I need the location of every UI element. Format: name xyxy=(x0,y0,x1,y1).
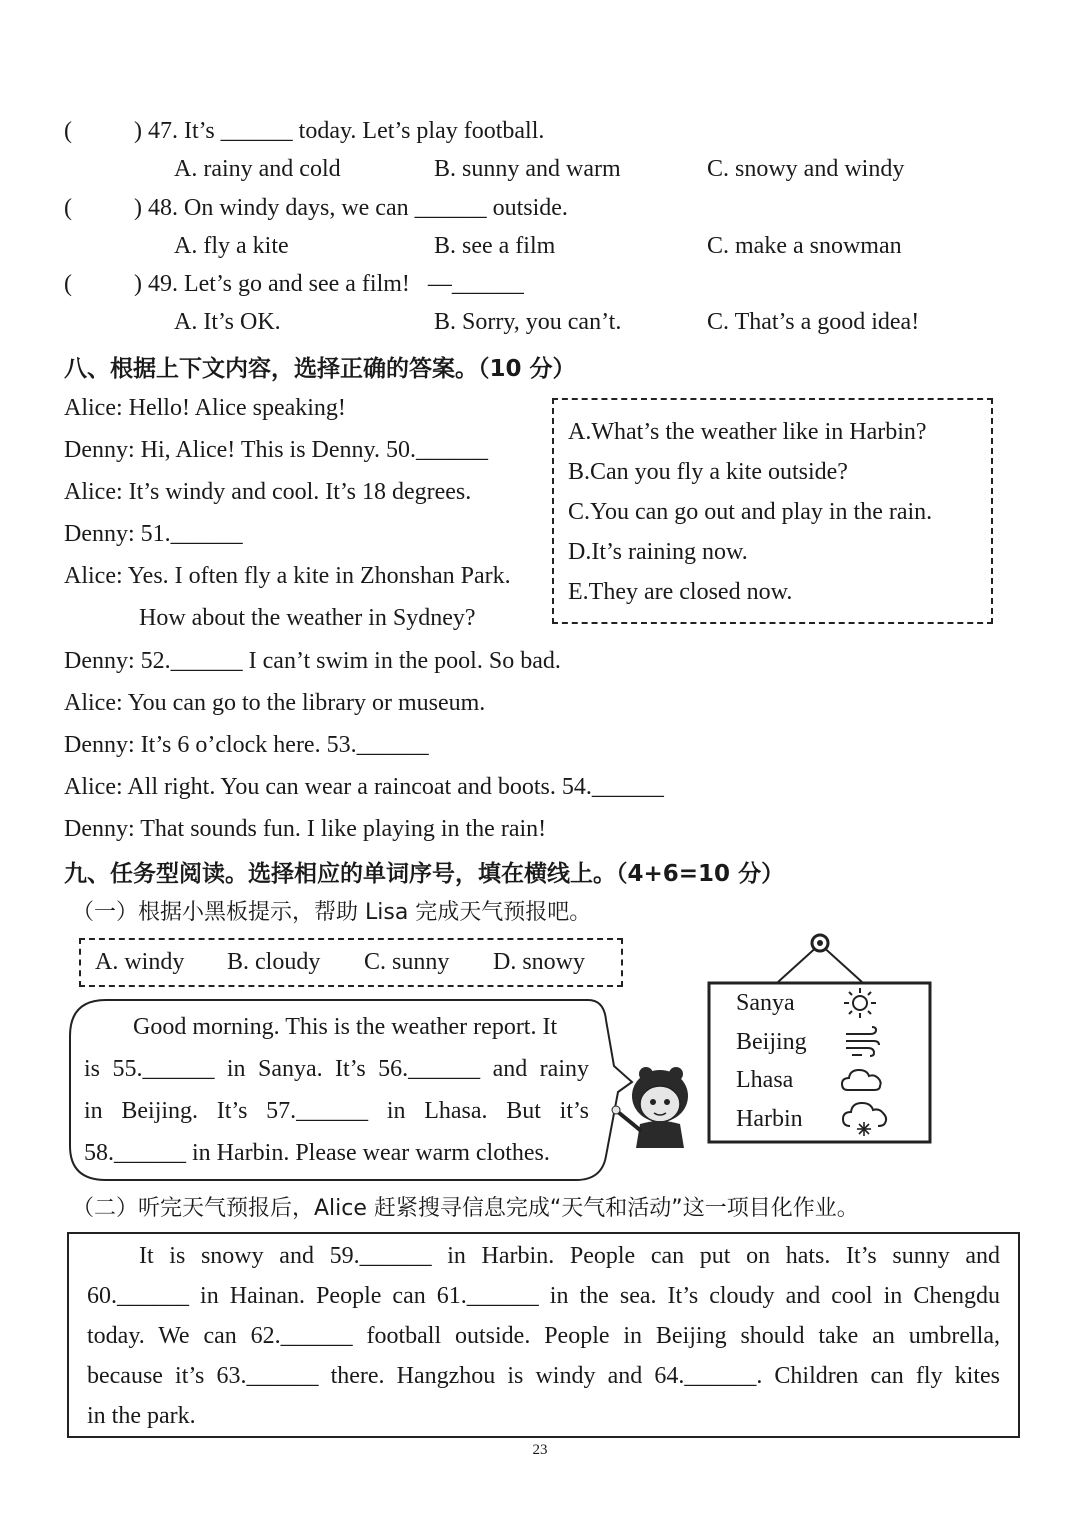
option-48-a: A. fly a kite xyxy=(174,233,289,259)
dialogue-line: Denny: Hi, Alice! This is Denny. 50.______ xyxy=(64,437,488,463)
bubble-line: in Beijing. It’s 57.______ in Lhasa. But it’s xyxy=(84,1098,589,1124)
wind-icon xyxy=(842,1026,882,1058)
board-city-sanya: Sanya xyxy=(736,990,795,1016)
passage-box xyxy=(67,1232,1020,1438)
option-47-a: A. rainy and cold xyxy=(174,156,341,182)
bubble-line: 58.______ in Harbin. Please wear warm clothes. xyxy=(84,1140,550,1166)
board-city-lhasa: Lhasa xyxy=(736,1067,794,1093)
dialogue-line: Denny: 52.______ I can’t swim in the pool. So bad. xyxy=(64,648,561,674)
dialogue-line: Alice: It’s windy and cool. It’s 18 degrees. xyxy=(64,479,472,505)
page-number: 23 xyxy=(532,1442,548,1458)
dialogue-line: How about the weather in Sydney? xyxy=(139,605,476,631)
passage-line: today. We can 62.______ football outside. People in Beijing should take an umbrella, xyxy=(87,1323,1000,1349)
word-option: D. snowy xyxy=(493,949,586,975)
passage-line: because it’s 63.______ there. Hangzhou is windy and 64.______. Children can fly kites xyxy=(87,1363,1000,1389)
option-e: E.They are closed now. xyxy=(568,579,793,605)
answer-paren-49[interactable]: ( xyxy=(64,271,72,297)
board-city-beijing: Beijing xyxy=(736,1029,807,1055)
option-47-b: B. sunny and warm xyxy=(434,156,621,182)
bubble-line: is 55.______ in Sanya. It’s 56.______ and rainy xyxy=(84,1056,589,1082)
option-48-c: C. make a snowman xyxy=(707,233,902,259)
question-stem-49: ) 49. Let’s go and see a film! —______ xyxy=(134,271,524,297)
part-1-title: （一）根据小黑板提示，帮助 Lisa 完成天气预报吧。 xyxy=(72,900,592,925)
answer-paren-47[interactable]: ( xyxy=(64,118,72,144)
option-a: A.What’s the weather like in Harbin? xyxy=(568,419,927,445)
passage-line: It is snowy and 59.______ in Harbin. People can put on hats. It’s sunny and xyxy=(139,1243,1000,1269)
dialogue-line: Alice: You can go to the library or museum. xyxy=(64,690,486,716)
dialogue-line: Alice: All right. You can wear a raincoat and boots. 54.______ xyxy=(64,774,664,800)
dialogue-line: Alice: Yes. I often fly a kite in Zhonshan Park. xyxy=(64,563,511,589)
dialogue-line: Denny: 51.______ xyxy=(64,521,243,547)
option-49-c: C. That’s a good idea! xyxy=(707,309,920,335)
dialogue-line: Alice: Hello! Alice speaking! xyxy=(64,395,346,421)
option-48-b: B. see a film xyxy=(434,233,556,259)
option-49-a: A. It’s OK. xyxy=(174,309,281,335)
word-option: A. windy xyxy=(95,949,185,975)
section-8-heading: 八、根据上下文内容，选择正确的答案。（10 分） xyxy=(64,356,576,382)
question-stem-48: ) 48. On windy days, we can ______ outside. xyxy=(134,195,568,221)
section-9-heading: 九、任务型阅读。选择相应的单词序号，填在横线上。（4+6=10 分） xyxy=(64,861,785,887)
word-option: C. sunny xyxy=(364,949,450,975)
board-city-harbin: Harbin xyxy=(736,1106,803,1132)
answer-paren-48[interactable]: ( xyxy=(64,195,72,221)
option-b: B.Can you fly a kite outside? xyxy=(568,459,848,485)
options-box xyxy=(552,398,993,624)
word-bank xyxy=(79,938,623,987)
bubble-line: Good morning. This is the weather report. It xyxy=(133,1014,558,1040)
word-option: B. cloudy xyxy=(227,949,321,975)
dialogue-line: Denny: That sounds fun. I like playing in the rain! xyxy=(64,816,547,842)
option-47-c: C. snowy and windy xyxy=(707,156,905,182)
option-c: C.You can go out and play in the rain. xyxy=(568,499,933,525)
snow-cloud-icon xyxy=(840,1100,890,1140)
girl-illustration xyxy=(606,1060,700,1150)
option-d: D.It’s raining now. xyxy=(568,539,748,565)
part-2-title: （二）听完天气预报后，Alice 赶紧搜寻信息完成“天气和活动”这一项目化作业。 xyxy=(72,1196,859,1221)
dialogue-line: Denny: It’s 6 o’clock here. 53.______ xyxy=(64,732,429,758)
option-49-b: B. Sorry, you can’t. xyxy=(434,309,622,335)
sun-icon xyxy=(840,986,880,1020)
passage-line: in the park. xyxy=(87,1403,196,1429)
question-stem-47: ) 47. It’s ______ today. Let’s play football. xyxy=(134,118,545,144)
passage-line: 60.______ in Hainan. People can 61.______ in the sea. It’s cloudy and cool in Chengdu xyxy=(87,1283,1000,1309)
cloud-icon xyxy=(840,1064,884,1094)
